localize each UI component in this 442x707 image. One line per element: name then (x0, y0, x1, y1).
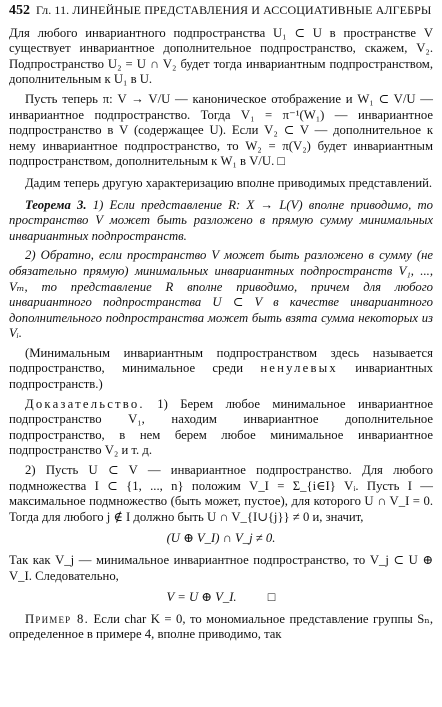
formula-intersection: (U ⊕ V_I) ∩ V_j ≠ 0. (166, 531, 276, 546)
example-text: Если char K = 0, то мономиальное представление группы Sₙ, определенное в примере 4, вполне приводимо, так (9, 611, 434, 642)
page-header (9, 3, 433, 19)
paragraph-characterization: Дадим теперь другую характеризацию вполне приводимых представлений. (25, 175, 433, 190)
page-number: 452 (9, 3, 30, 18)
proof-text-1: 1) Берем любое минимальное инвариантное подпространство V₁, находим инвариантное дополнительное подпространство, в нем берем любое минимальное инвариантное подпространство V₂ и т. д. (9, 396, 434, 458)
proof-part-2: 2) Пусть U ⊂ V — инвариантное подпространство. Для любого подмножества I ⊂ {1, ..., n} положим V_I = Σ_{i∈I} Vᵢ. Пусть I — максимальное подмножество (быть может, пустое), для которого U ∩ V_I = 0. Тогда для любого j ∉ I должно быть U ∩ V_{I∪{j}} ≠ 0 и, значит, (9, 463, 433, 524)
proof-label: Доказательство. (25, 396, 145, 411)
formula-direct-sum-text: V = U ⊕ V_I. (166, 590, 237, 605)
example-label: Пример 8. (25, 611, 89, 626)
paragraph-minimal-conclusion: Так как V_j — минимальное инвариантное подпространство, то V_j ⊂ U ⊕ V_I. Следовательно, (9, 553, 433, 583)
theorem-part-2: 2) Обратно, если пространство V может быть разложено в сумму (не обязательно прямую) минимальных инвариантных подпространств V₁, ..., Vₘ, то представление R вполне приводимо, причем для любого инвариантного подпространства U ⊂ V в качестве инвариантного дополнительного подпространства может быть взята сумма некоторых из Vᵢ. (9, 248, 433, 341)
theorem-3 (9, 198, 433, 245)
example-8 (9, 612, 433, 643)
proof-part-1 (9, 397, 433, 459)
remark-text-b: инвариантных подпространств.) (9, 361, 433, 392)
remark-text-a: (Минимальным инвариантным подпространством здесь называется подпространство, минимальное среди (9, 345, 433, 376)
formula-direct-sum (9, 590, 433, 606)
paragraph-canonical-map: Пусть теперь π: V → V/U — каноническое отображение и W₁ ⊂ V/U — инвариантное подпространство. Тогда V₁ = π⁻¹(W₁) — инвариантное подпространство в V (содержащее U). Если V₂ ⊂ V — дополнительное к нему инвариантное подпространство, то W₂ = π(V₂) будет инвариантным подпространством, дополнительным к W₁ в V/U. □ (9, 91, 433, 169)
remark-spaced-word: ненулевых (260, 361, 338, 376)
qed-box-icon: □ (267, 590, 276, 605)
theorem-part-1: 1) Если представление R: X → L(V) вполне приводимо, то пространство V может быть разложено в прямую сумму минимальных инвариантных подпространств. (9, 197, 434, 243)
theorem-label: Теорема 3. (25, 197, 87, 212)
paragraph-invariant-subspace: Для любого инвариантного подпространства U₁ ⊂ U в пространстве V существует инвариантное дополнительное подпространство, скажем, V₂. Подпространство U₂ = U ∩ V₂ будет тогда инвариантным подпространством, дополнительным к U₁ в U. (9, 25, 433, 87)
running-title: Гл. 11. ЛИНЕЙНЫЕ ПРЕДСТАВЛЕНИЯ И АССОЦИАТИВНЫЕ АЛГЕБРЫ (36, 3, 432, 17)
remark-minimal (9, 346, 433, 393)
